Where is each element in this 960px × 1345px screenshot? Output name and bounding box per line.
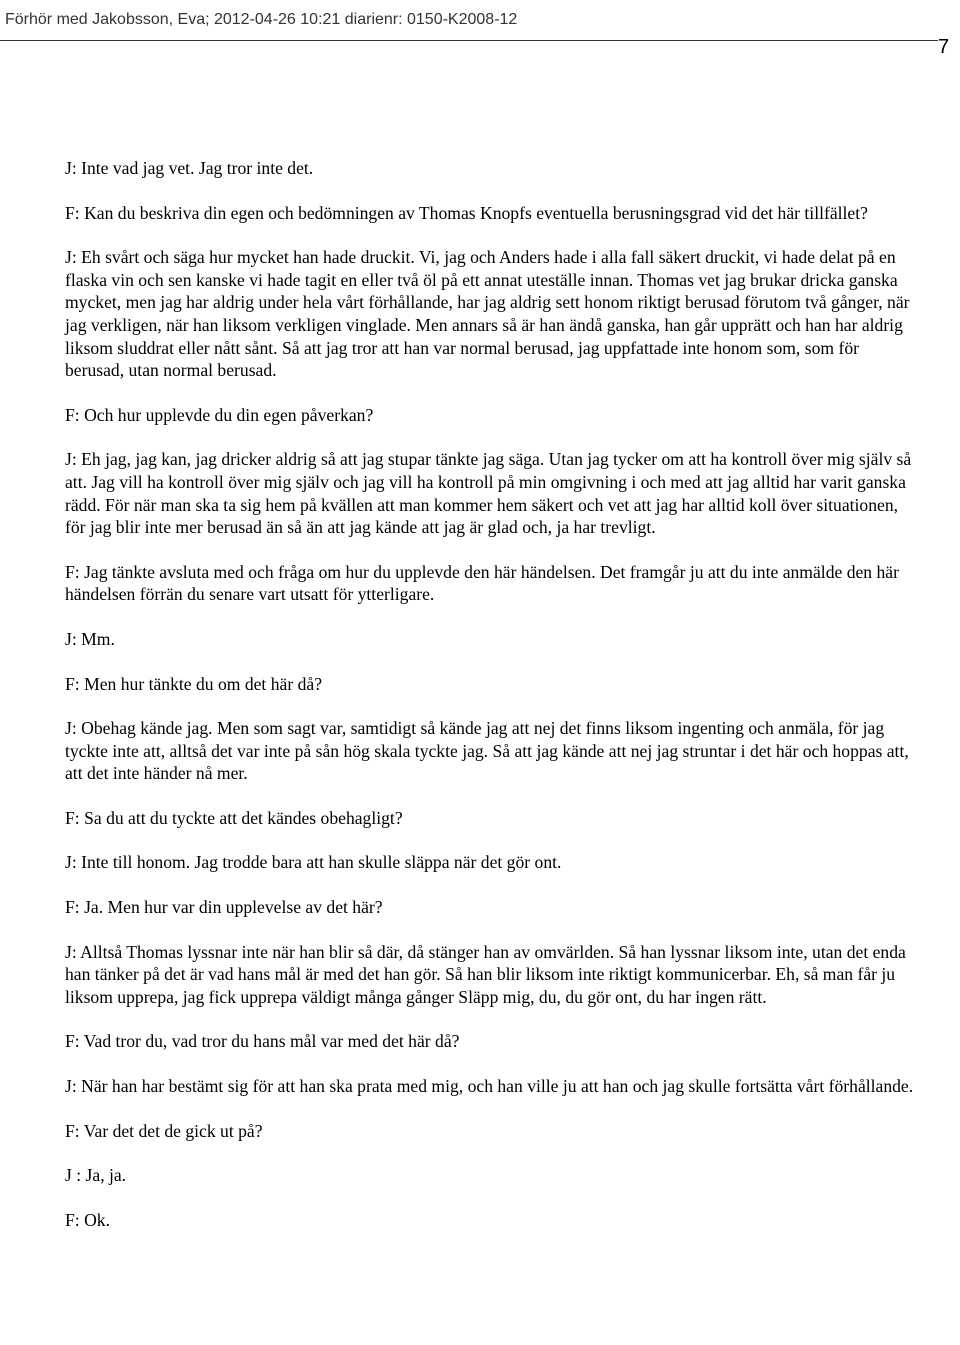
transcript-paragraph: F: Och hur upplevde du din egen påverkan? bbox=[65, 404, 374, 425]
transcript-paragraph: J: Inte vad jag vet. Jag tror inte det. bbox=[65, 158, 314, 178]
transcript-paragraph: J: Alltså Thomas lyssnar inte när han blir så där, då stänger han av omvärlden. Så han lyssnar liksom inte, utan det enda han tänker på det är vad hans mål är med det han gör. Så han blir liksom inte riktigt kommunicerbar. Eh, så man får ju liksom upprepa, jag fick upprepa väldigt många gånger Släpp mig, du, du gör ont, du har ingen rätt. bbox=[65, 941, 906, 1007]
document-header-title: Förhör med Jakobsson, Eva; 2012-04-26 10:21 diarienr: 0150-K2008-12 bbox=[5, 11, 518, 28]
transcript-paragraph: F: Kan du beskriva din egen och bedömningen av Thomas Knopfs eventuella berusningsgrad vid det här tillfället? bbox=[65, 202, 868, 223]
transcript-paragraph: J: När han har bestämt sig för att han ska prata med mig, och han ville ju att han och jag skulle fortsätta vårt förhållande. bbox=[65, 1076, 914, 1097]
transcript-body bbox=[65, 157, 915, 1253]
page-number: 7 bbox=[938, 36, 950, 58]
transcript-paragraph: J : Ja, ja. bbox=[65, 1165, 127, 1186]
transcript-paragraph: F: Vad tror du, vad tror du hans mål var med det här då? bbox=[65, 1031, 460, 1052]
transcript-paragraph: J: Eh jag, jag kan, jag dricker aldrig så att jag stupar tänkte jag säga. Utan jag tycker om att ha kontroll över mig själv så att. Jag vill ha kontroll över mig själv och jag vill ha kontroll på min omgivning i och med att jag alltid har varit ganska rädd. För när man ska ta sig hem på kvällen att man kommer hem säkert och vet att jag har alltid koll över situationen, för jag blir inte mer berusad än så än att jag kände att jag är glad och, ja har trevligt. bbox=[65, 449, 912, 538]
transcript-paragraph: F: Men hur tänkte du om det här då? bbox=[65, 673, 322, 694]
page-header bbox=[0, 0, 938, 41]
transcript-paragraph: F: Var det det de gick ut på? bbox=[65, 1120, 263, 1141]
transcript-paragraph: J: Obehag kände jag. Men som sagt var, samtidigt så kände jag att nej det finns liksom ingenting och anmäla, för jag tyckte inte att, alltså det var inte på sån hög skala tyckte jag. Så att jag kände att nej jag struntar i det här och hoppas att, att det inte händer nå mer. bbox=[65, 718, 909, 784]
transcript-paragraph: J: Mm. bbox=[65, 628, 115, 649]
transcript-paragraph: F: Sa du att du tyckte att det kändes obehagligt? bbox=[65, 807, 403, 828]
transcript-paragraph: J: Eh svårt och säga hur mycket han hade druckit. Vi, jag och Anders hade i alla fall säkert druckit, vi hade delat på en flaska vin och sen kanske vi hade tagit en eller två öl på ett annat uteställe innan. Thomas vet jag brukar dricka ganska mycket, men jag har aldrig under hela vårt förhållande, har jag aldrig sett honom riktigt berusad förutom två gånger, när jag verkligen, när han liksom verkligen vinglade. Men annars så är han ändå ganska, han går upprätt och han har aldrig liksom sluddrat eller nått sånt. Så att jag tror att han var normal berusad, jag uppfattade inte honom som, som för berusad, utan normal berusad. bbox=[65, 247, 910, 381]
transcript-paragraph: F: Jag tänkte avsluta med och fråga om hur du upplevde den här händelsen. Det framgår ju att du inte anmälde den här händelsen förrän du senare vart utsatt för ytterligare. bbox=[65, 561, 899, 605]
transcript-paragraph: F: Ja. Men hur var din upplevelse av det här? bbox=[65, 897, 383, 918]
transcript-paragraph: J: Inte till honom. Jag trodde bara att han skulle släppa när det gör ont. bbox=[65, 852, 562, 873]
transcript-paragraph: F: Ok. bbox=[65, 1209, 110, 1230]
